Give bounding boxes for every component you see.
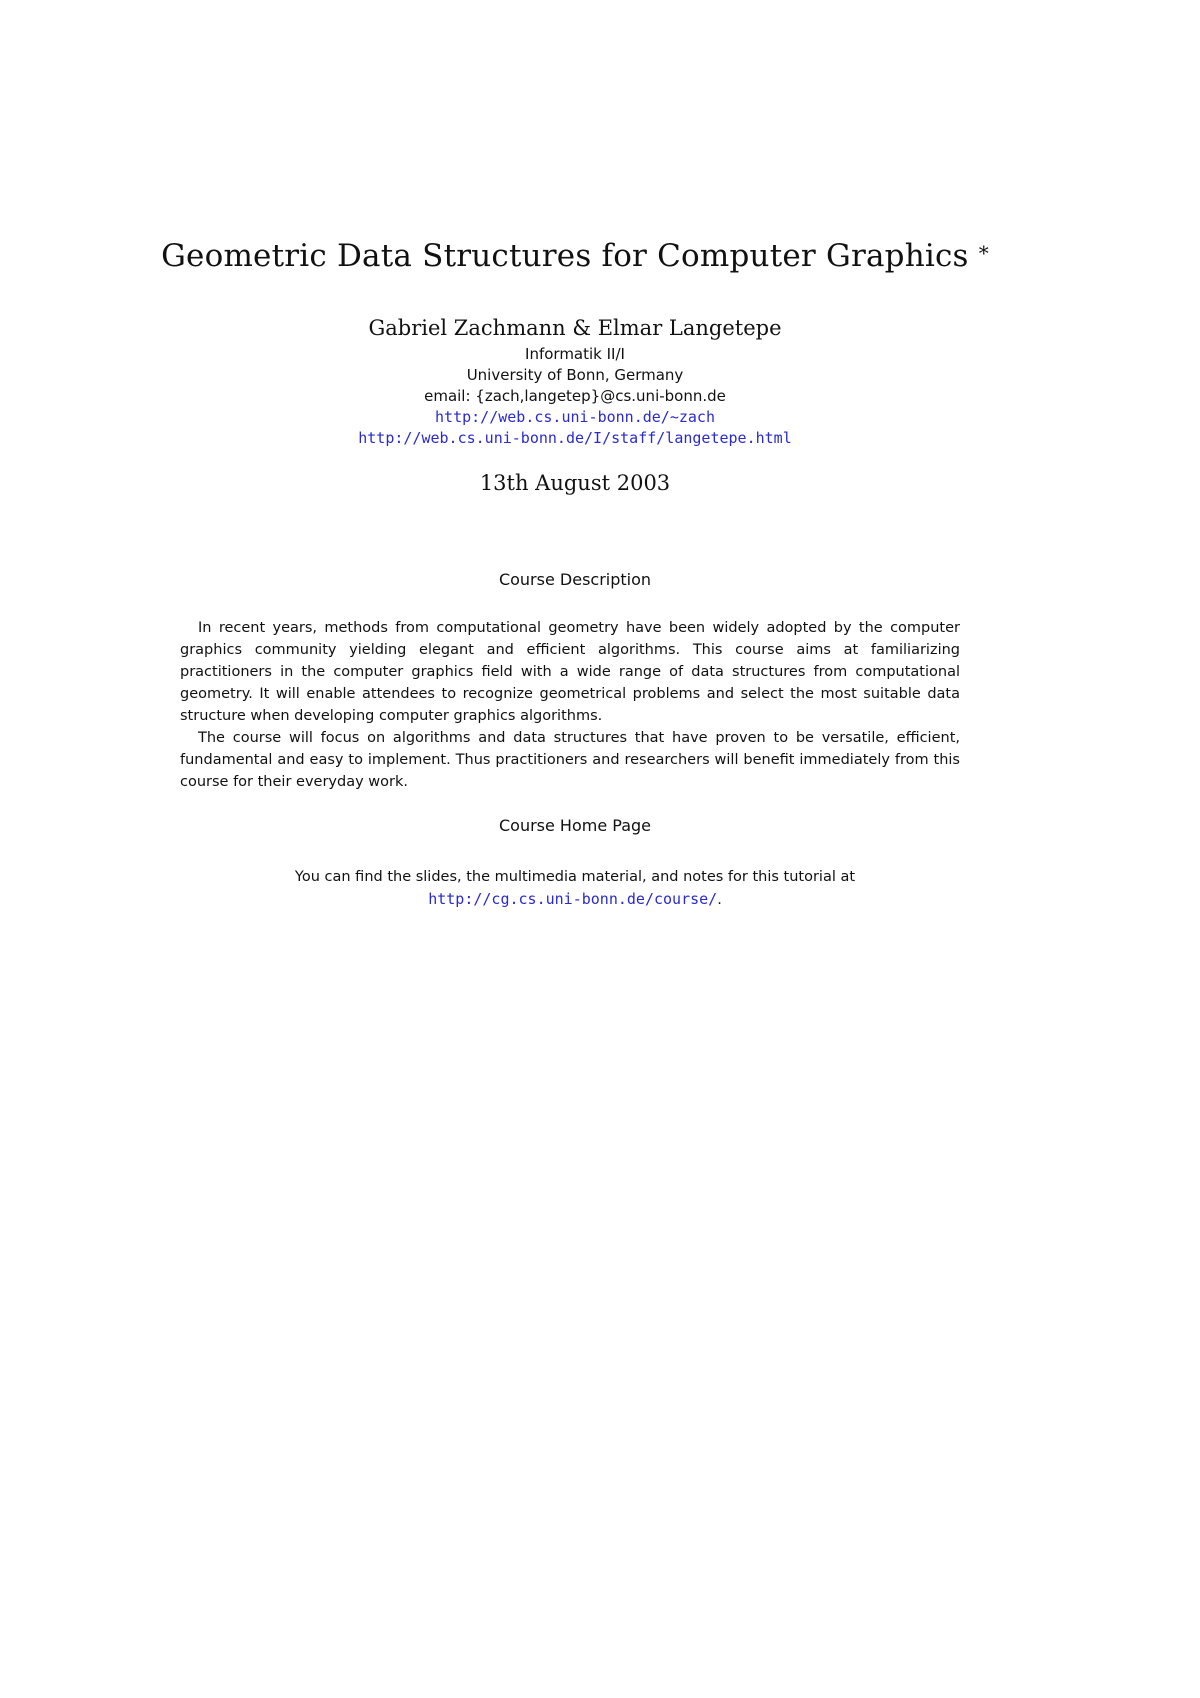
title-text: Geometric Data Structures for Computer Graphics	[161, 238, 969, 274]
university: University of Bonn, Germany	[466, 366, 684, 384]
description-paragraph-1: In recent years, methods from computational geometry have been widely adopted by the computer graphics community yielding elegant and efficient algorithms. This course aims at familiarizing practitioners in the computer graphics field with a wide range of data structures from computational geometry. It will enable attendees to recognize geometrical problems and select the most suitable data structure when developing computer graphics algorithms.	[180, 620, 960, 724]
course-home-text: You can find the slides, the multimedia material, and notes for this tutorial at	[294, 869, 856, 885]
authors: Gabriel Zachmann & Elmar Langetepe	[368, 316, 782, 340]
author-url-langetepe[interactable]: http://web.cs.uni-bonn.de/I/staff/langetepe.html	[358, 429, 792, 447]
title-footnote-mark: *	[978, 241, 989, 265]
author-url-zach[interactable]: http://web.cs.uni-bonn.de/~zach	[435, 408, 715, 426]
paper-title	[0, 238, 1150, 274]
course-home-heading: Course Home Page	[498, 816, 651, 835]
email: email: {zach,langetep}@cs.uni-bonn.de	[424, 387, 726, 405]
description-paragraph-2: The course will focus on algorithms and data structures that have proven to be versatile, efficient, fundamental and easy to implement. Thus practitioners and researchers will benefit immediately from this course for their everyday work.	[180, 730, 960, 790]
affiliation-block	[0, 344, 1150, 449]
course-description-heading: Course Description	[498, 570, 652, 589]
department: Informatik II/I	[525, 345, 625, 363]
date: 13th August 2003	[479, 471, 671, 495]
course-home-body	[0, 866, 1150, 911]
course-home-url[interactable]: http://cg.cs.uni-bonn.de/course/	[428, 890, 718, 908]
course-description-body	[180, 617, 960, 793]
course-home-period: .	[717, 892, 722, 908]
